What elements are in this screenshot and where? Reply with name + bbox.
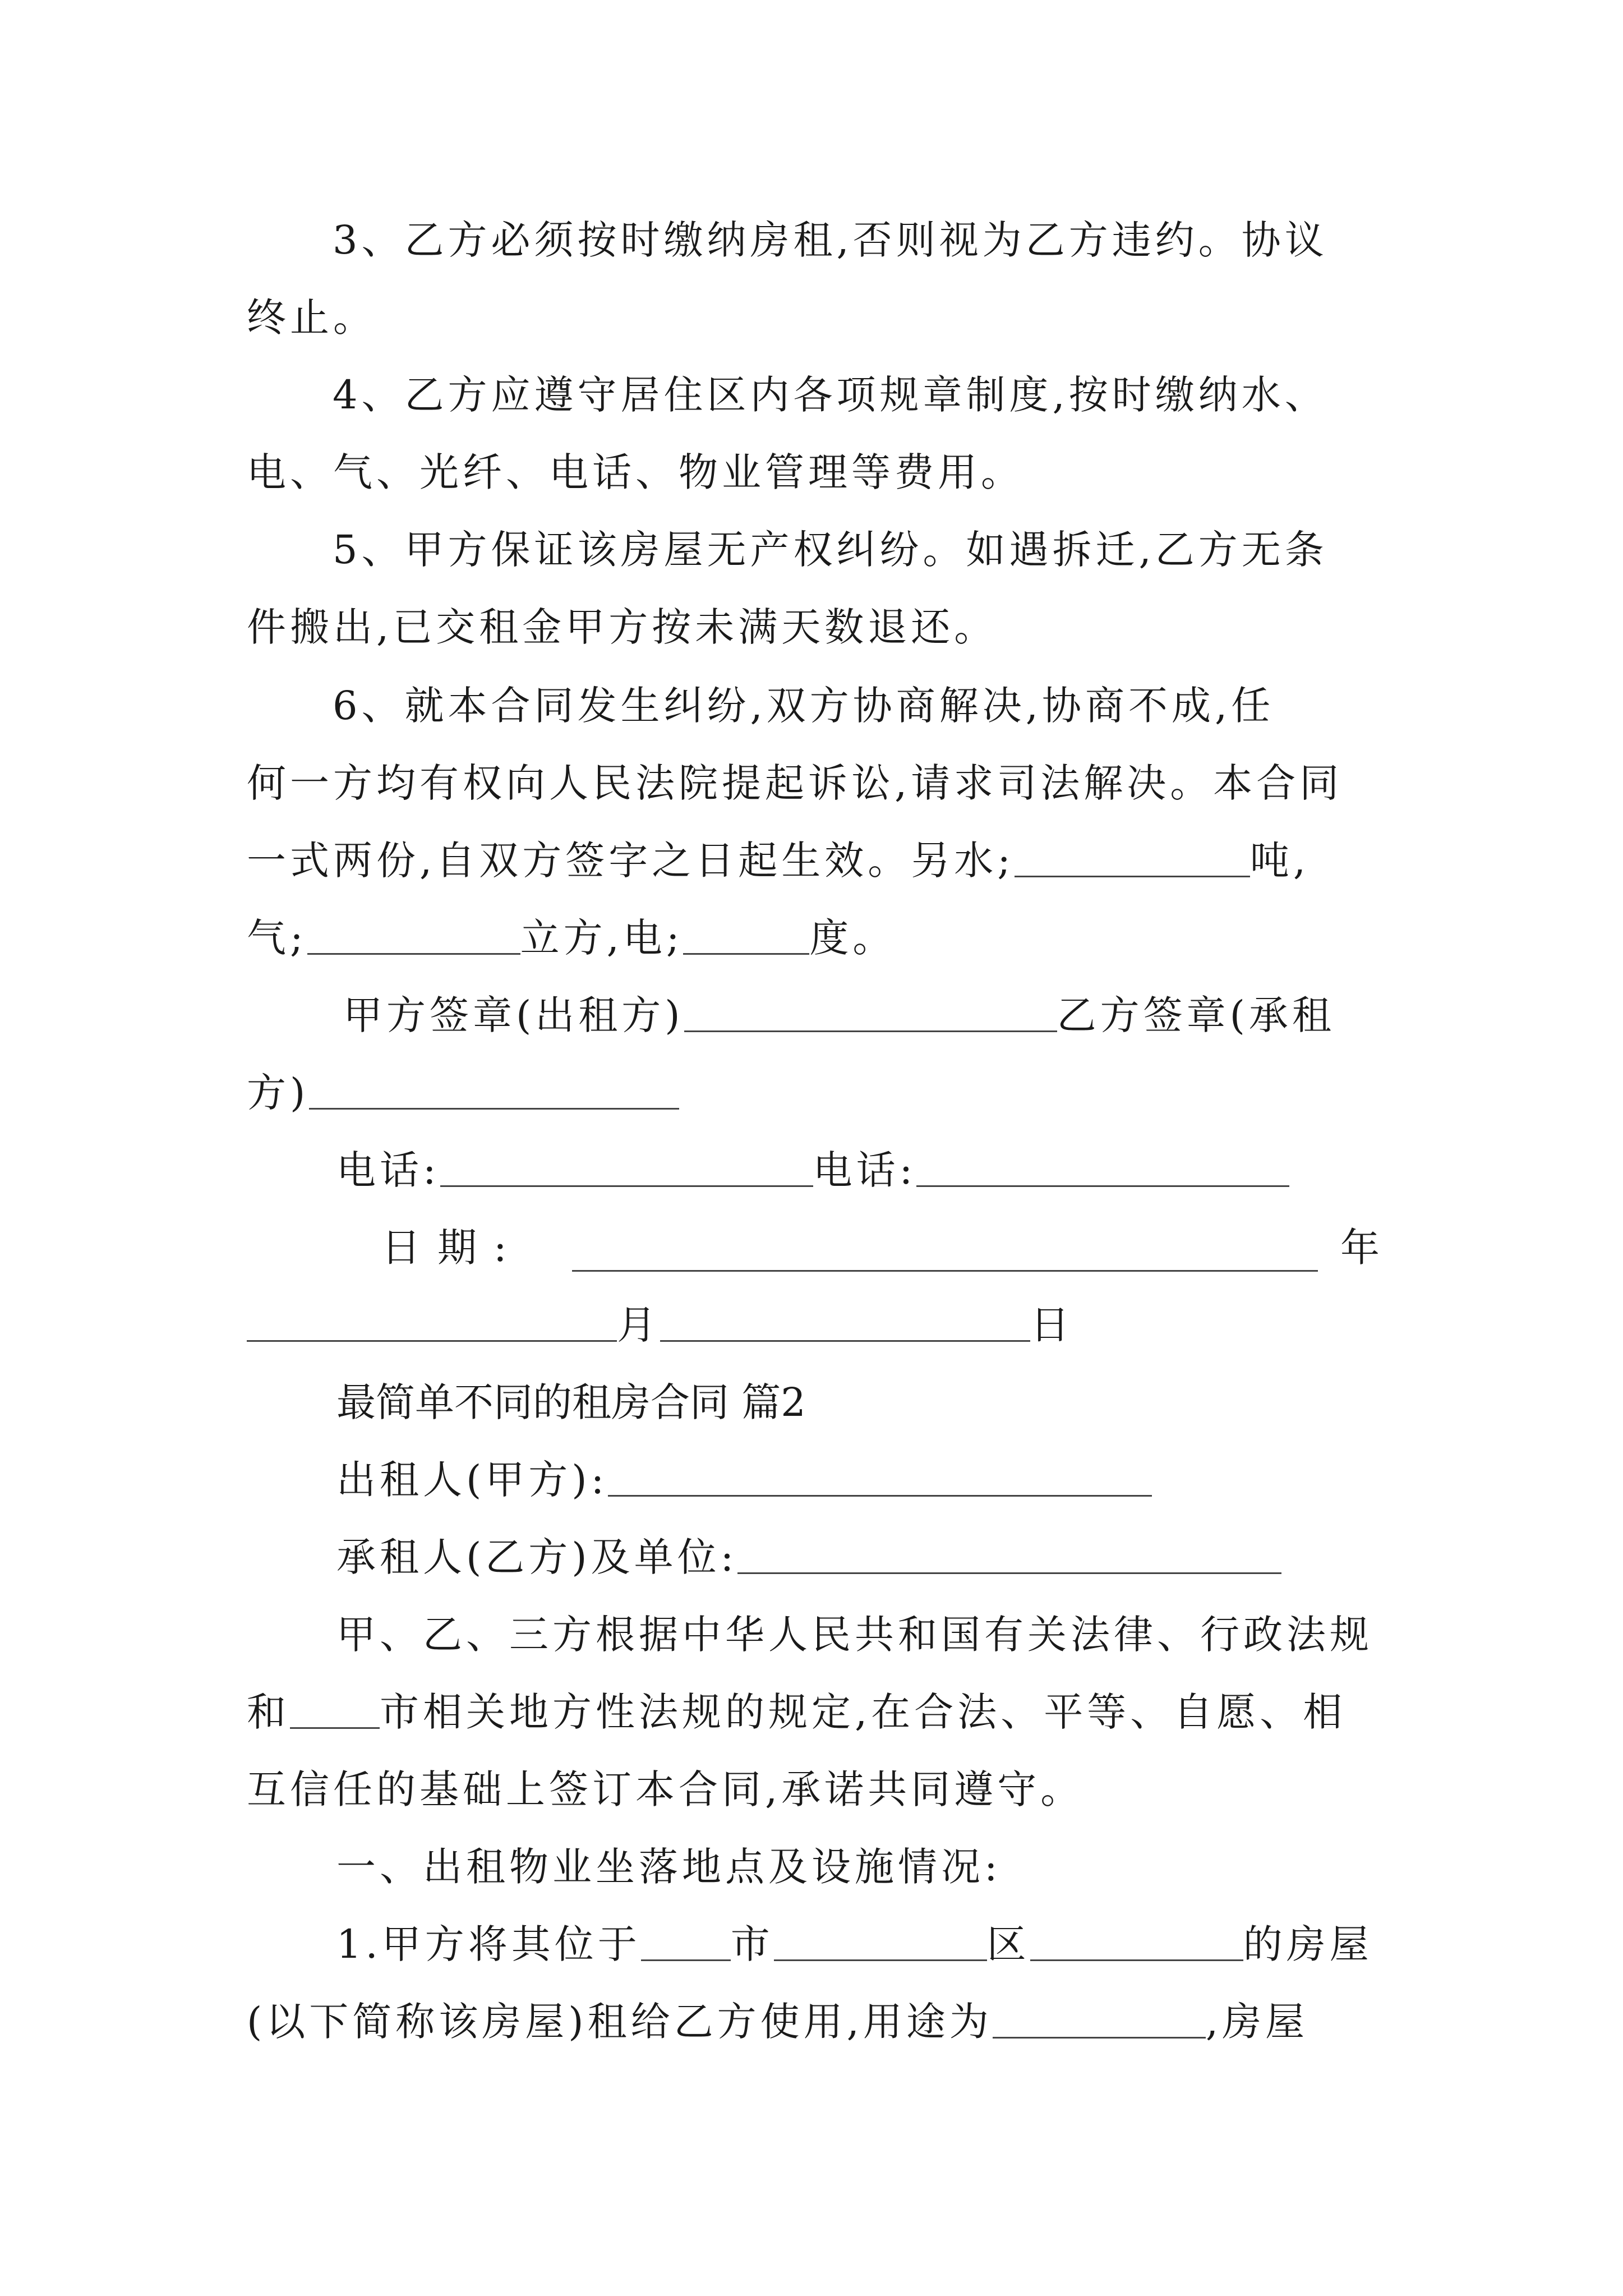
- text-segment: 一式两份,自双方签字之日起生效。另水;: [247, 838, 1015, 884]
- text-segment: 度。: [809, 915, 896, 961]
- date-day-blank: [660, 1304, 1030, 1342]
- text-line: 日期:: [381, 1225, 524, 1271]
- text-segment: 月: [617, 1302, 660, 1348]
- party-b-signature-blank: [309, 1072, 679, 1110]
- text-segment: 方): [247, 1070, 310, 1116]
- text-line: 互信任的基础上签订本合同,承诺共同遵守。: [247, 1766, 1084, 1812]
- text-segment: 出租人(甲方):: [336, 1457, 608, 1503]
- text-line: 4、乙方应遵守居住区内各项规章制度,按时缴纳水、: [333, 372, 1328, 418]
- text-segment: 乙方签章(承租: [1057, 992, 1335, 1038]
- text-line: 一、出租物业坐落地点及设施情况:: [336, 1844, 1002, 1890]
- text-line: [336, 1530, 1281, 1584]
- text-line: [343, 988, 1335, 1042]
- text-segment: ,房屋: [1205, 1999, 1309, 2045]
- city-blank: [290, 1691, 380, 1729]
- item1-district-blank: [774, 1924, 987, 1961]
- date-year-blank: [572, 1234, 1318, 1272]
- text-segment: 承租人(乙方)及单位:: [336, 1534, 738, 1580]
- usage-blank: [993, 2001, 1206, 2039]
- text-line: 电、气、光纤、电话、物业管理等费用。: [247, 449, 1024, 495]
- text-line: [247, 1298, 1073, 1352]
- text-line: [247, 911, 896, 965]
- phone-a-blank: [440, 1149, 813, 1187]
- text-line: 甲、乙、三方根据中华人民共和国有关法律、行政法规: [336, 1612, 1373, 1658]
- gas-blank: [307, 917, 520, 955]
- text-segment: 市相关地方性法规的规定,在合法、平等、自愿、相: [380, 1689, 1347, 1735]
- item1-city-blank: [641, 1924, 731, 1961]
- text-segment: 吨,: [1249, 838, 1310, 884]
- electricity-blank: [683, 917, 809, 955]
- text-segment: 区: [986, 1921, 1030, 1967]
- text-line: [247, 1066, 679, 1120]
- text-segment: 的房屋: [1243, 1921, 1373, 1967]
- text-line: 6、就本合同发生纠纷,双方协商解决,协商不成,任: [333, 683, 1275, 729]
- date-month-blank: [247, 1304, 617, 1342]
- text-segment: 和: [247, 1689, 290, 1735]
- text-line: [247, 1685, 1346, 1739]
- lessee-blank: [737, 1536, 1281, 1574]
- text-segment: 1.甲方将其位于: [336, 1921, 641, 1967]
- text-line: [336, 1143, 1289, 1197]
- text-segment: 立方,电;: [520, 915, 684, 961]
- text-segment: (以下简称该房屋)租给乙方使用,用途为: [247, 1999, 993, 2045]
- text-line: [336, 1453, 1152, 1507]
- text-line: 终止。: [247, 295, 376, 341]
- phone-b-blank: [916, 1149, 1289, 1187]
- text-line: [336, 1917, 1373, 1971]
- text-line: 年: [1340, 1225, 1380, 1271]
- text-segment: 电话:: [336, 1147, 440, 1193]
- lessor-blank: [608, 1459, 1152, 1497]
- text-line: 5、甲方保证该房屋无产权纠纷。如遇拆迁,乙方无条: [333, 527, 1328, 573]
- text-line: 3、乙方必须按时缴纳房租,否则视为乙方违约。协议: [333, 217, 1328, 263]
- text-segment: 气;: [247, 915, 307, 961]
- text-line: 何一方均有权向人民法院提起诉讼,请求司法解决。本合同: [247, 760, 1343, 806]
- text-line: [247, 834, 1310, 887]
- text-segment: 甲方签章(出租方): [343, 992, 684, 1038]
- item1-address-blank: [1030, 1924, 1243, 1961]
- text-segment: 电话:: [813, 1147, 917, 1193]
- text-segment: 市: [730, 1921, 774, 1967]
- text-line: [247, 1995, 1308, 2049]
- water-blank: [1015, 840, 1250, 877]
- text-line: 件搬出,已交租金甲方按未满天数退还。: [247, 604, 998, 650]
- party-a-signature-blank: [684, 995, 1057, 1032]
- section-heading: 最简单不同的租房合同 篇2: [336, 1379, 806, 1425]
- text-segment: 日: [1030, 1302, 1073, 1348]
